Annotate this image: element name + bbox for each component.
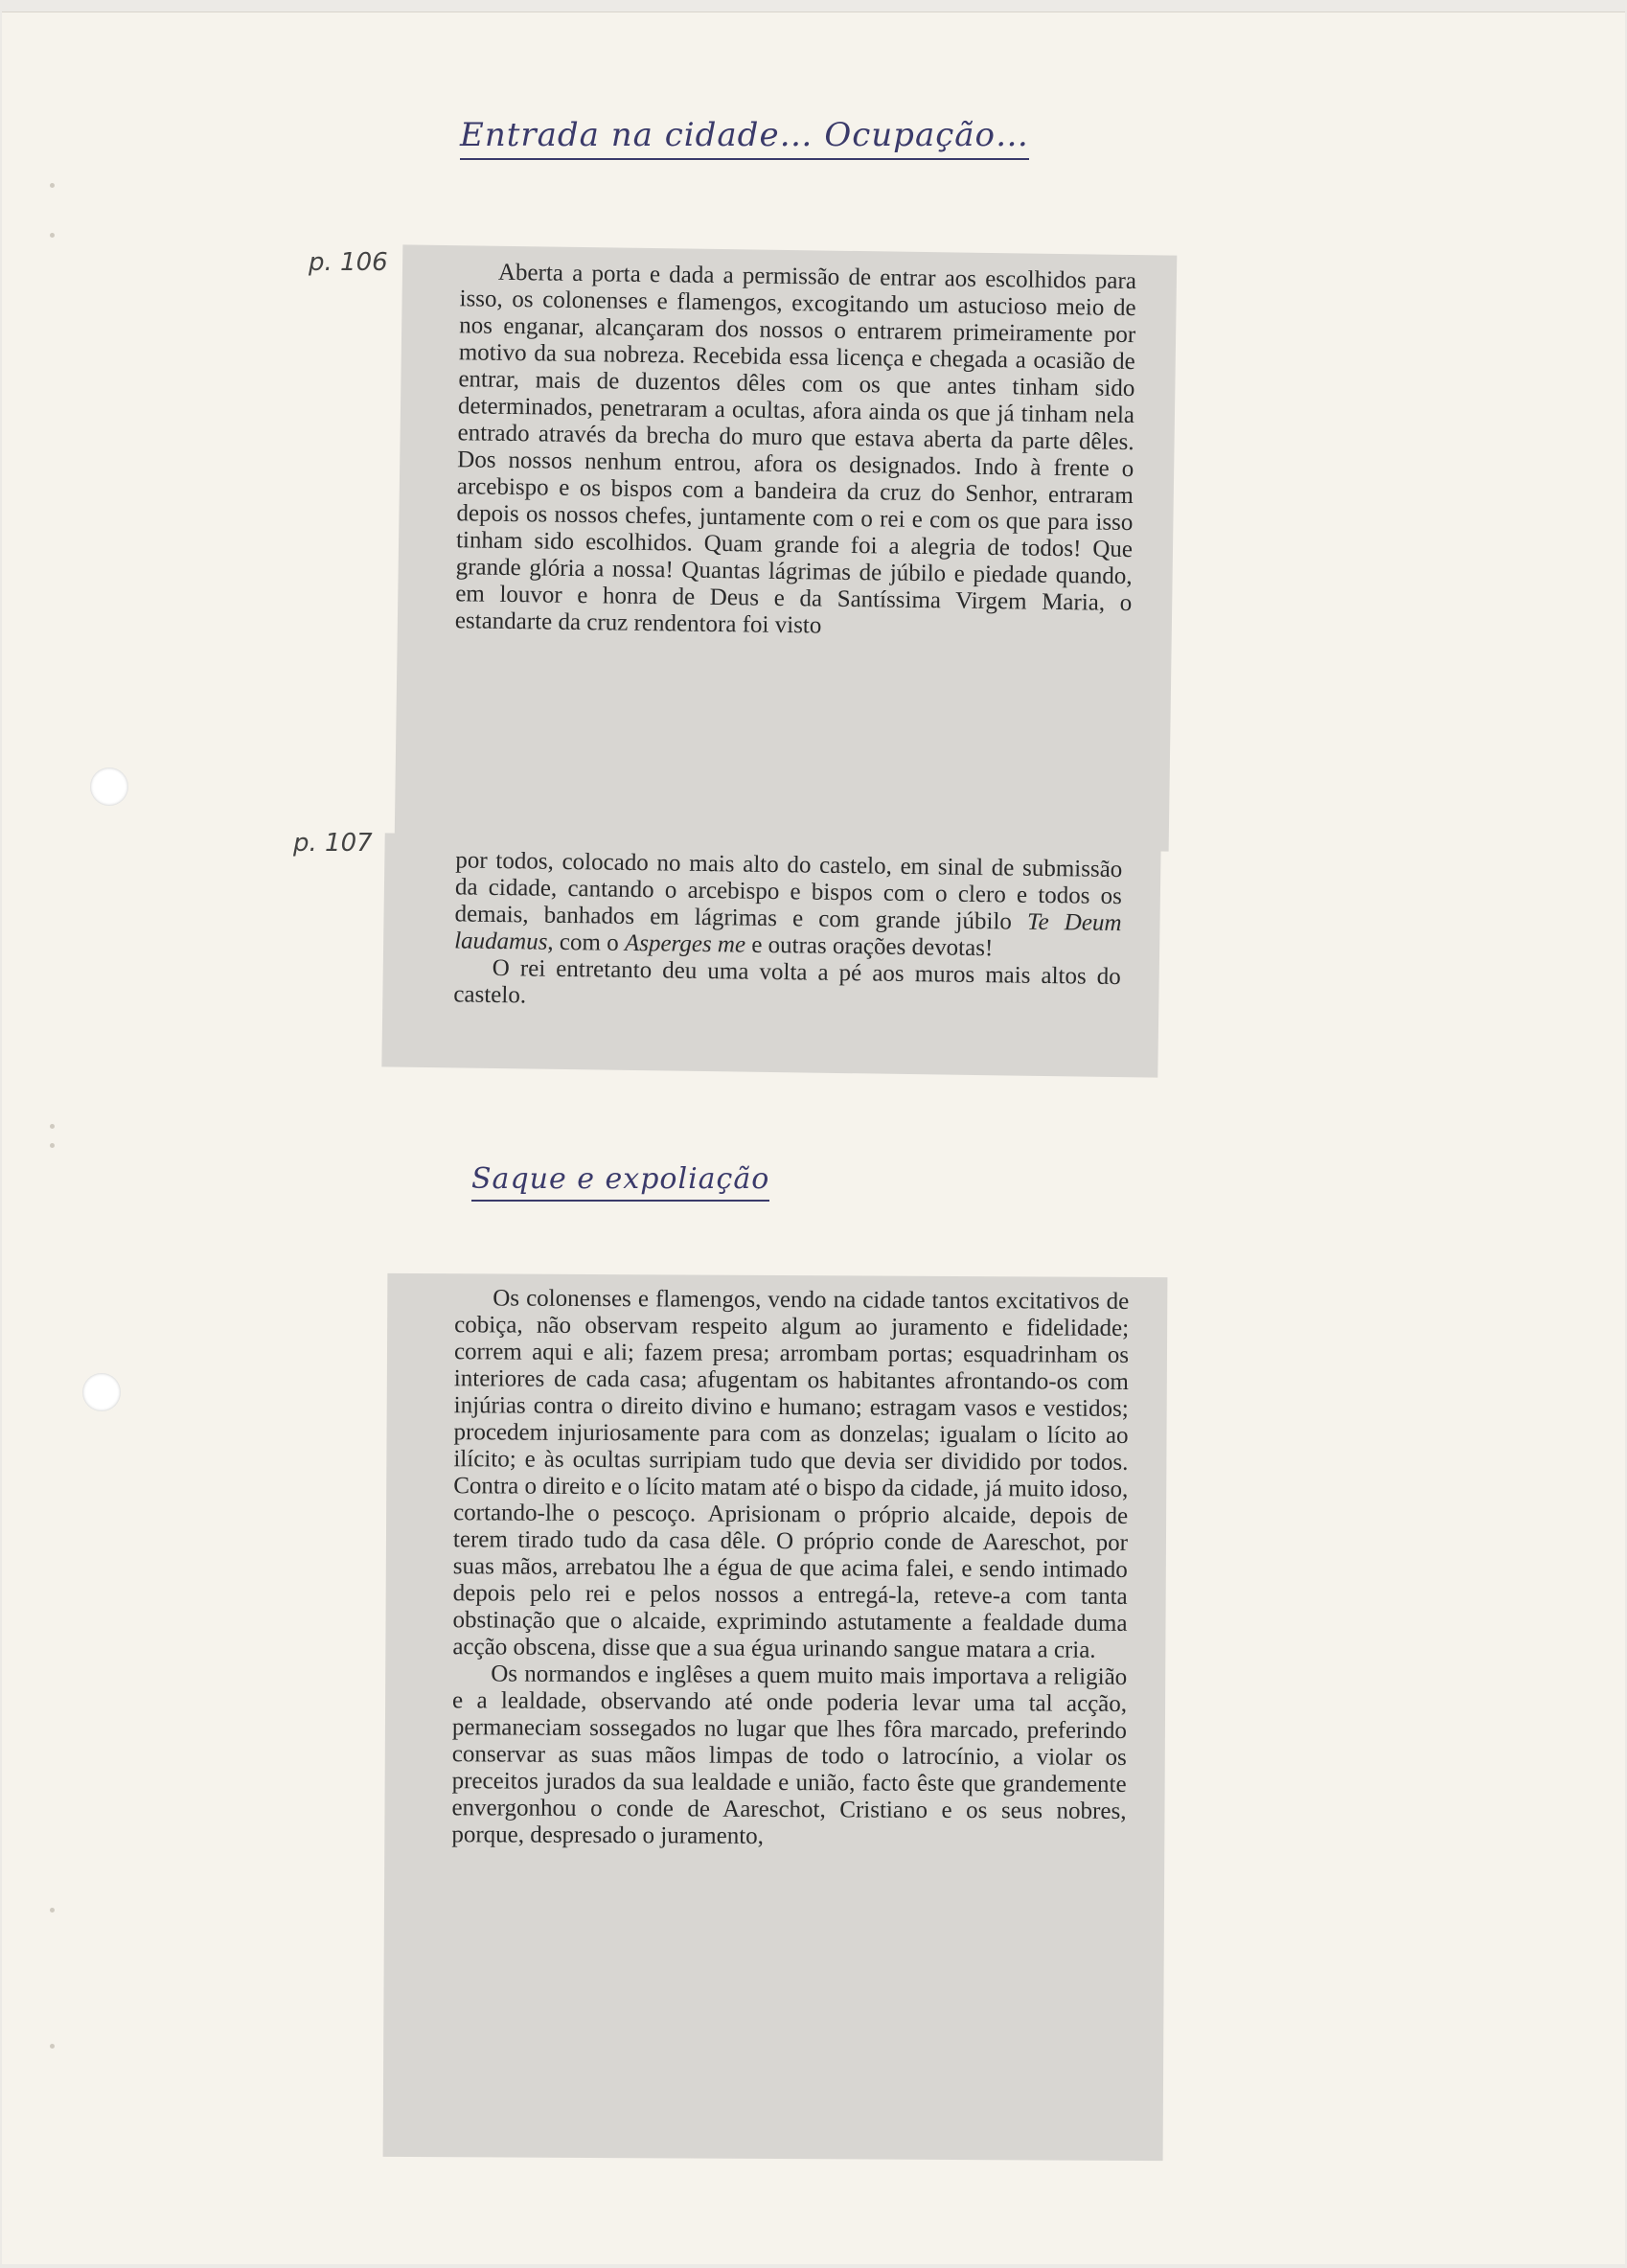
clipping-3-paragraph-2: Os normandos e inglêses a quem muito mais importava a religião e a lealdade, observando até onde poderia levar uma tal acção, permaneciam sossegados no lugar que lhes fôra marcado, preferindo conservar as suas mãos limpas de todo o latrocínio, a violar os preceitos jurados da sua lealdade e união, facto êste que grandemente envergonhou o conde de Aareschot, Cristiano e os seus nobres, porque, despresado o juramento, [451, 1661, 1128, 1849]
margin-mark [50, 1124, 55, 1129]
scrapbook-page [2, 11, 1625, 2264]
margin-mark [50, 1908, 55, 1913]
heading-entry-text: Entrada na cidade… Ocupação… [460, 116, 1029, 160]
clipping-1-paragraph: Aberta a porta e dada a permissão de entrar aos escolhidos para isso, os colonenses e flamengos, excogitando um astucioso meio de nos enganar, alcançaram dos nossos o entrarem primeiramente por motivo da sua nobreza. Recebida essa licença e chegada a ocasião de entrar, mais de duzentos dêles com os que antes tinham sido determinados, penetraram a ocultas, afora ainda os que já tinham nela entrado através da brecha do muro que estava aberta da parte dêles. Dos nossos nenhum entrou, afora os designados. Indo à frente o arcebispo e os bispos com a bandeira da cruz do Senhor, entraram depois os nossos chefes, juntamente com o rei e com os que para isso tinham sido escolhidos. Quam grande foi a alegria de todos! Que grande glória a nossa! Quantas lágrimas de júbilo e piedade quando, em louvor e honra de Deus e da Santíssima Virgem Maria, o estandarte da cruz rendentora foi visto [454, 259, 1137, 639]
margin-mark [50, 183, 55, 188]
newspaper-clipping-3 [383, 1273, 1168, 2161]
clipping-2-italic-te-deum: Te Deum laudamus [453, 908, 1122, 955]
page-mark-107: p. 107 [293, 829, 373, 858]
clipping-2-text-c: e outras orações devotas! [745, 931, 994, 962]
page-mark-106: p. 106 [309, 248, 388, 277]
punch-hole-top [90, 767, 128, 806]
clipping-2-italic-asperges: Asperges me [624, 929, 746, 958]
clipping-3-paragraph-1: Os colonenses e flamengos, vendo na cidade tantos excitativos de cobiça, não observam respeito algum ao juramento e fidelidade; correm aqui e ali; fazem presa; arrombam portas; esquadrinham os interiores de cada casa; afugentam os habitantes afrontando-os com injúrias contra o direito divino e humano; estragam vasos e vestidos; procedem injuriosamente para com as donzelas; igualam o lícito ao ilícito; e às ocultas surripiam tudo que devia ser dividido por todos. Contra o direito e o lícito matam até o bispo da cidade, já muito idoso, cortando-lhe o pescoço. Aprisionam o próprio alcaide, depois de terem tirado tudo da casa dêle. O próprio conde de Aareschot, por suas mãos, arrebatou lhe a égua de que acima falei, e sendo intimado depois pelo rei e pelos nossos a entregá-la, reteve-a com tanta obstinação que o alcaide, exprimindo astutamente a fealdade duma acção obscena, disse que a sua égua urinando sangue matara a cria. [452, 1285, 1130, 1663]
handwritten-heading-entry [460, 116, 1029, 160]
margin-mark [50, 2044, 55, 2049]
newspaper-clipping-1 [395, 244, 1178, 851]
clipping-2-text-b: , com o [547, 928, 626, 956]
punch-hole-bottom [82, 1373, 121, 1411]
clipping-2-text-a: por todos, colocado no mais alto do castelo, em sinal de submissão da cidade, cantando o arcebispo e bispos com o clero e todos os demais, banhados em lágrimas e com grande júbilo [454, 847, 1123, 935]
margin-mark [50, 1143, 55, 1148]
clipping-2-paragraph-1 [454, 847, 1122, 964]
clipping-2-paragraph-2: O rei entretanto deu uma volta a pé aos muros mais altos do castelo. [453, 954, 1121, 1009]
newspaper-clipping-2 [381, 833, 1160, 1077]
margin-mark [50, 233, 55, 238]
heading-sack-text: Saque e expoliação [471, 1162, 769, 1202]
handwritten-heading-sack [471, 1162, 769, 1202]
